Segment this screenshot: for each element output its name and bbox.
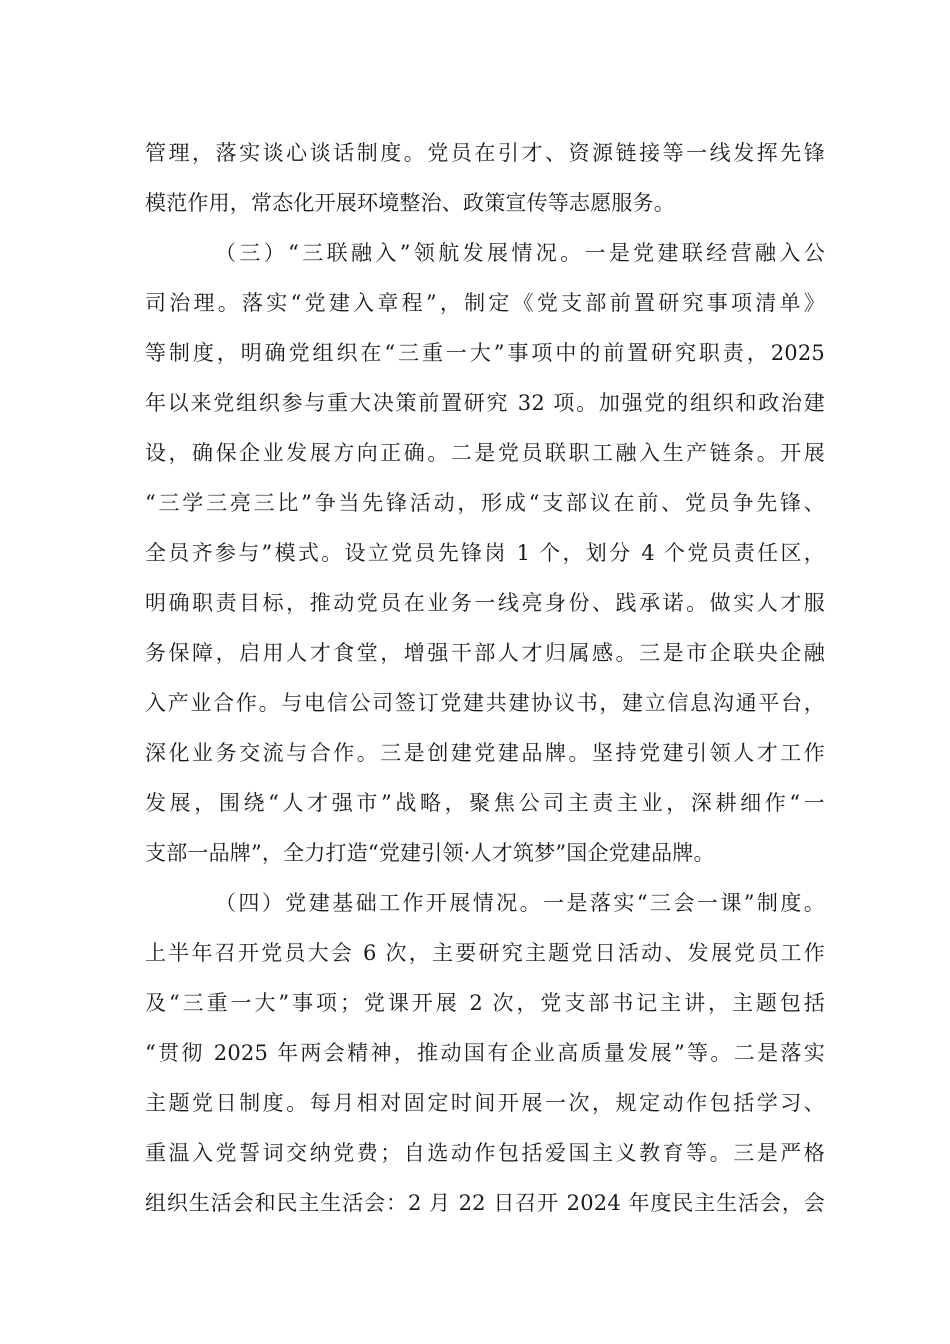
text-line: 模范作用，常态化开展环境整治、政策宣传等志愿服务。 [145,191,675,215]
text-line: 上半年召开党员大会 6 次，主要研究主题党日活动、发展党员工作 [145,941,825,965]
text-line: 司治理。落实“党建入章程”，制定《党支部前置研究事项清单》 [145,291,825,315]
text-line: “贯彻 2025 年两会精神，推动国有企业高质量发展”等。二是落实 [145,1041,825,1065]
text-line: 全员齐参与”模式。设立党员先锋岗 1 个，划分 4 个党员责任区， [145,541,825,565]
text-line: 重温入党誓词交纳党费；自选动作包括爱国主义教育等。三是严格 [145,1141,825,1165]
text-line: 年以来党组织参与重大决策前置研究 32 项。加强党的组织和政治建 [145,391,825,415]
text-line: 组织生活会和民主生活会：2 月 22 日召开 2024 年度民主生活会，会 [145,1191,825,1215]
text-line: 支部一品牌”，全力打造“党建引领·人才筑梦”国企党建品牌。 [145,841,715,865]
text-line: 入产业合作。与电信公司签订党建共建协议书，建立信息沟通平台， [145,691,825,715]
section-heading-line: （三）“三联融入”领航发展情况。一是党建联经营融入公 [215,241,825,265]
text-line: 等制度，明确党组织在“三重一大”事项中的前置研究职责，2025 [145,341,825,365]
text-line: 设，确保企业发展方向正确。二是党员联职工融入生产链条。开展 [145,441,825,465]
text-line: 明确职责目标，推动党员在业务一线亮身份、践承诺。做实人才服 [145,591,825,615]
text-line: “三学三亮三比”争当先锋活动，形成“支部议在前、党员争先锋、 [145,491,825,515]
text-line: 主题党日制度。每月相对固定时间开展一次，规定动作包括学习、 [145,1091,825,1115]
text-line: 深化业务交流与合作。三是创建党建品牌。坚持党建引领人才工作 [145,741,825,765]
text-line: 发展，围绕“人才强市”战略，聚焦公司主责主业，深耕细作“一 [145,791,825,815]
text-line: 务保障，启用人才食堂，增强干部人才归属感。三是市企联央企融 [145,641,825,665]
section-heading-line: （四）党建基础工作开展情况。一是落实“三会一课”制度。 [215,891,825,915]
text-line: 管理，落实谈心谈话制度。党员在引才、资源链接等一线发挥先锋 [145,141,825,165]
text-line: 及“三重一大”事项；党课开展 2 次，党支部书记主讲，主题包括 [145,991,825,1015]
